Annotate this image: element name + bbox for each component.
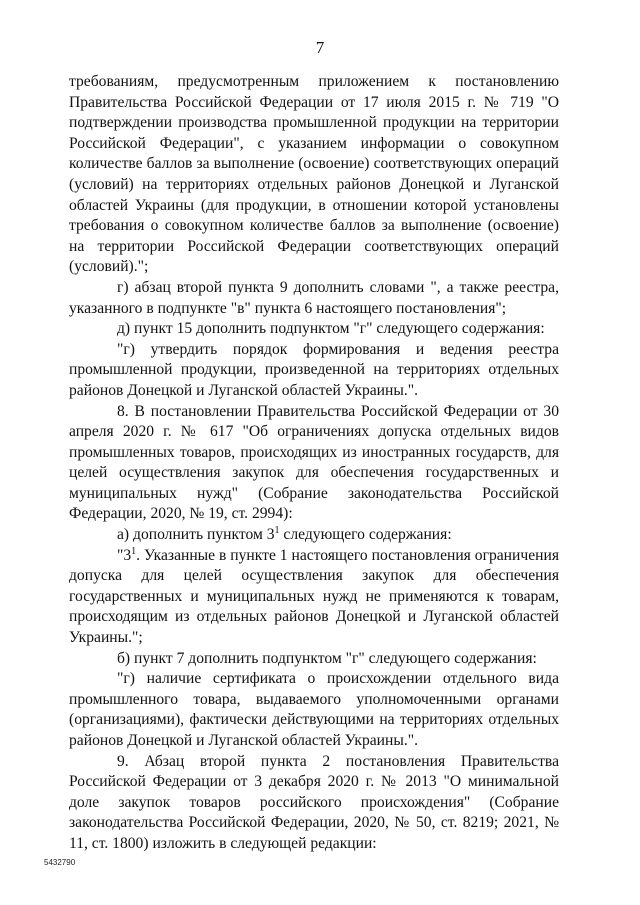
paragraph-item-b: б) пункт 7 дополнить подпунктом "г" следующего содержания: xyxy=(117,649,537,667)
item-a-text-end: следующего содержания: xyxy=(279,526,452,544)
paragraph-quote-g: "г) утвердить порядок формирования и ведения реестра промышленной продукции, произведенной на территориях отдельных районов Донецкой и Луганской областей Украины.". xyxy=(69,340,559,399)
paragraph-item-a xyxy=(69,525,559,546)
paragraph-item-g: г) абзац второй пункта 9 дополнить словами ", а также реестра, указанного в подпункте "в" пункта 6 настоящего постановления"; xyxy=(69,278,559,317)
paragraph-section-8: 8. В постановлении Правительства Российской Федерации от 30 апреля 2020 г. № 617 "Об ограничениях допуска отдельных видов промышленных товаров, происходящих из иностранных государств, для целей осуществления закупок для обеспечения государственных и муниципальных нужд" (Собрание законодательства Российской Федерации, 2020, № 19, ст. 2994): xyxy=(69,402,559,523)
paragraph-continuation: требованиям, предусмотренным приложением к постановлению Правительства Российской Федерации от 17 июля 2015 г. № 719 "О подтверждении производства промышленной продукции на территории Российской Федерации", с указанием информации о совокупном количестве баллов за выполнение (освоение) соответствующих операций (условий) на территориях отдельных районов Донецкой и Луганской областей Украины (для продукции, в отношении которой установлены требования о совокупном количестве баллов за выполнение (освоение) на территории Российской Федерации соответствующих операций (условий)."; xyxy=(69,73,559,276)
page-number: 7 xyxy=(315,38,325,57)
item-a-superscript: 1 xyxy=(274,525,280,537)
document-body xyxy=(69,72,559,855)
paragraph-item-d: д) пункт 15 дополнить подпунктом "г" следующего содержания: xyxy=(117,320,545,338)
item-a-text: а) дополнить пунктом 3 xyxy=(117,526,275,544)
quote-3-1-superscript: 1 xyxy=(131,545,137,557)
paragraph-quote-3-1 xyxy=(69,546,559,649)
paragraph-quote-g-certificate: "г) наличие сертификата о происхождении отдельного вида промышленного товара, выдаваемого уполномоченными органами (организациями), фактически действующими на территориях отдельных районов Донецкой и Луганской областей Украины.". xyxy=(69,670,559,749)
document-code: 5432790 xyxy=(44,858,76,867)
quote-3-1-text: . Указанные в пункте 1 настоящего постановления ограничения допуска для целей осуществления закупок для обеспечения государственных и муниципальных нужд не применяются к товарам, происходящим из отдельных районов Донецкой и Луганской областей Украины."; xyxy=(69,546,559,647)
paragraph-section-9: 9. Абзац второй пункта 2 постановления Правительства Российской Федерации от 3 декабря 2020 г. № 2013 "О минимальной доле закупок товаров российского происхождения" (Собрание законодательства Российской Федерации, 2020, № 50, ст. 8219; 2021, № 11, ст. 1800) изложить в следующей редакции: xyxy=(69,752,559,852)
quote-3-1-start: "3 xyxy=(117,546,132,564)
